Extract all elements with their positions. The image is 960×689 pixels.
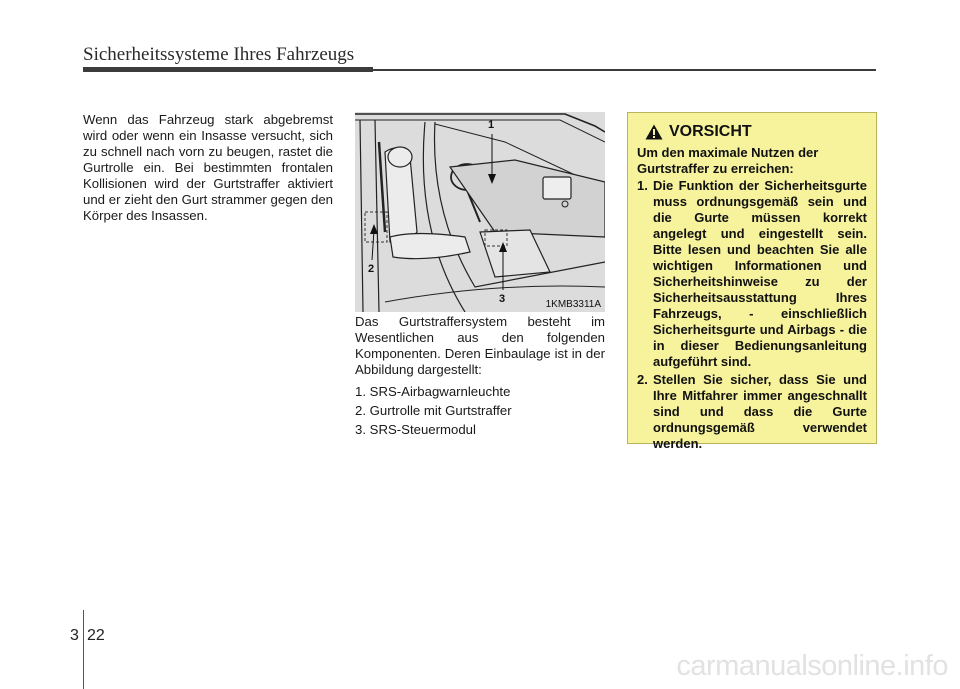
car-interior-drawing bbox=[355, 112, 605, 312]
component-item: 2. Gurtrolle mit Gurtstraffer bbox=[355, 403, 512, 418]
caution-item-number: 1. bbox=[637, 178, 648, 193]
section-title: Sicherheitssysteme Ihres Fahrzeugs bbox=[83, 44, 355, 65]
component-description bbox=[355, 314, 605, 441]
warning-triangle-icon bbox=[645, 124, 663, 140]
seatbelt-pretensioner-illustration bbox=[355, 112, 605, 312]
page-number: 22 bbox=[87, 627, 105, 644]
caution-item-text: Stellen Sie sicher, dass Sie und Ihre Mitfahrer immer angeschnallt sind und dass die Gurte ordnungsgemäß verwendet werden. bbox=[653, 372, 867, 451]
caution-item-number: 2. bbox=[637, 372, 648, 387]
footer-rule bbox=[83, 610, 84, 689]
figure-code: 1KMB3311A bbox=[545, 299, 601, 310]
component-list bbox=[355, 384, 605, 438]
caution-list bbox=[637, 178, 867, 452]
header-rule-thick bbox=[83, 67, 373, 72]
intro-paragraph: Wenn das Fahrzeug stark abgebremst wird oder wenn ein Insasse versucht, sich zu schnell nach vorn zu beugen, rastet die Gurtrolle ein. Bei bestimmten frontalen Kollisionen wird der Gurtstraffer aktiviert und er zieht den Gurt strammer gegen den Körper des Insassen. bbox=[83, 112, 333, 223]
caution-box bbox=[627, 112, 877, 451]
chapter-number: 3 bbox=[70, 627, 79, 644]
watermark: carmanualsonline.info bbox=[676, 650, 948, 682]
caution-body bbox=[637, 145, 867, 452]
component-item: 1. SRS-Airbagwarnleuchte bbox=[355, 384, 511, 399]
caution-header bbox=[645, 123, 867, 141]
callout-2-label: 2 bbox=[368, 263, 375, 275]
caution-title: VORSICHT bbox=[669, 123, 752, 140]
component-item: 3. SRS-Steuermodul bbox=[355, 422, 476, 437]
description-text: Das Gurtstraffersystem besteht im Wesentlichen aus den folgenden Komponenten. Deren Einbaulage ist in der Abbildung dargestellt: bbox=[355, 314, 605, 377]
header-rule-thin bbox=[373, 69, 876, 71]
caution-item-text: Die Funktion der Sicherheitsgurte muss ordnungsgemäß sein und die Gurte müssen korrekt angelegt und eingestellt sein. Bitte lesen und beachten Sie alle wichtigen Informationen und Sicherheitshinweise zu der Sicherheitsausstattung Ihres Fahrzeugs, - einschließlich Sicherheitsgurte und Airbags - die in dieser Bedienungsanleitung aufgeführt sind. bbox=[653, 178, 867, 369]
callout-3-label: 3 bbox=[499, 293, 506, 305]
caution-intro: Um den maximale Nutzen der Gurtstraffer zu erreichen: bbox=[637, 145, 819, 176]
callout-1-label: 1 bbox=[488, 119, 495, 131]
caution-item bbox=[637, 372, 867, 452]
caution-item bbox=[637, 178, 867, 370]
